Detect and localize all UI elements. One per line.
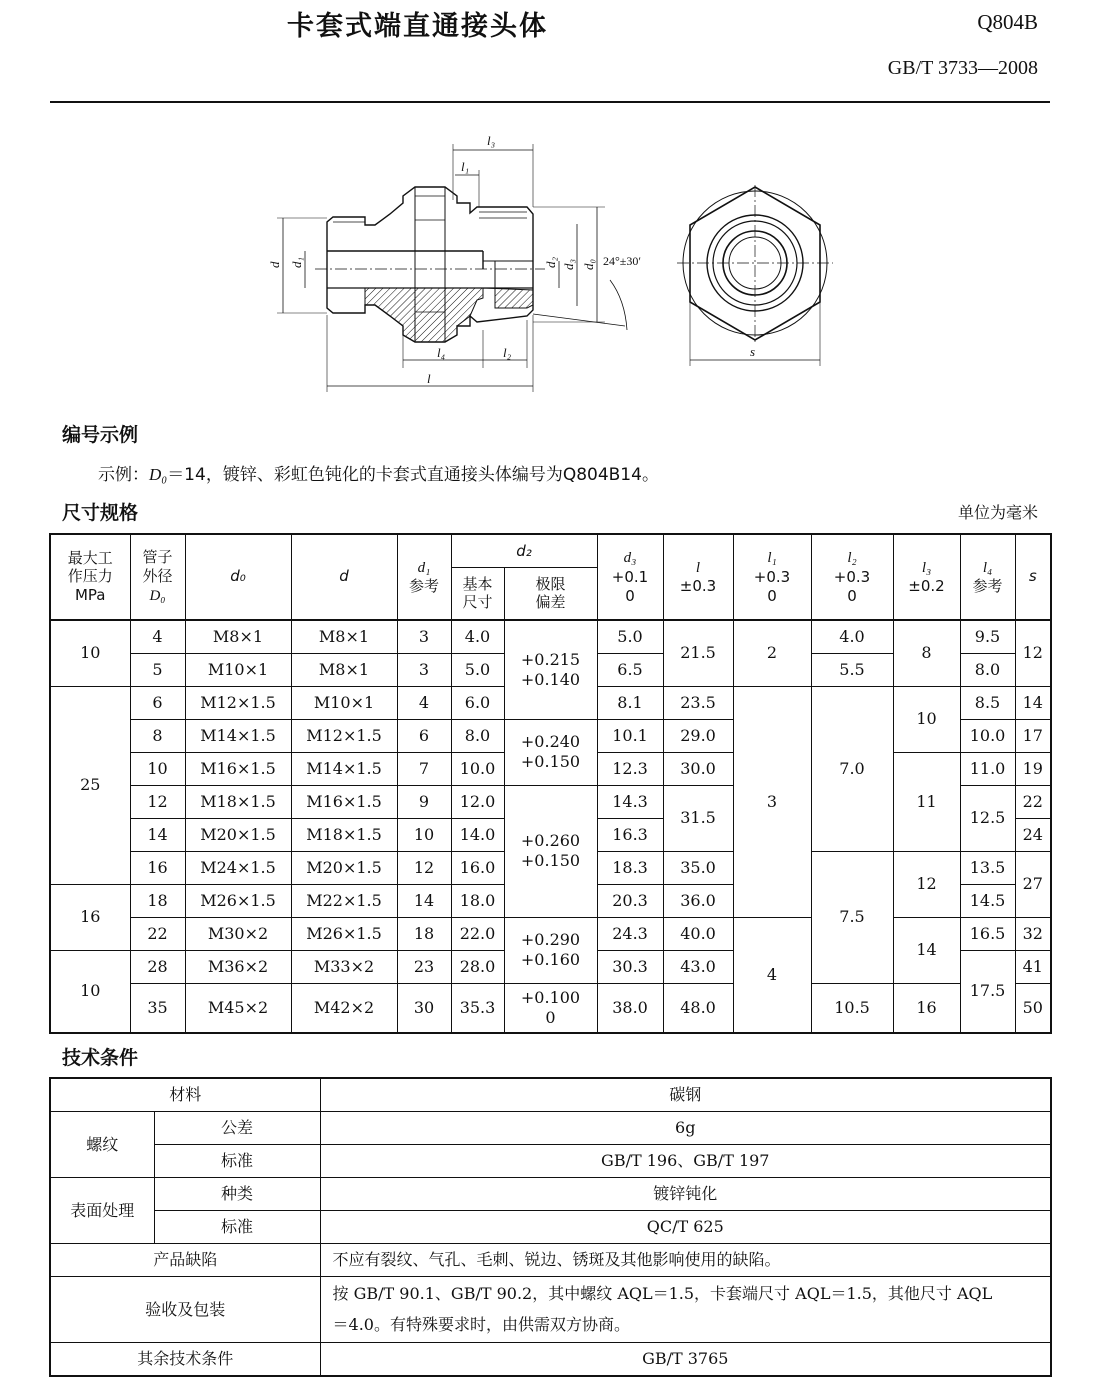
- cell-l3: 16: [893, 983, 960, 1033]
- label-d3: d₃: [561, 258, 576, 270]
- part-code: Q804B: [977, 10, 1038, 34]
- cell-d3: 16.3: [597, 818, 663, 851]
- label-l: l: [427, 371, 431, 386]
- surface-kind-label: 种类: [154, 1178, 320, 1211]
- cell-l4: 12.5: [960, 785, 1015, 851]
- cell-d3: 24.3: [597, 917, 663, 950]
- cell-pressure: 16: [50, 884, 130, 950]
- cell-d3: 6.5: [597, 653, 663, 686]
- cell-d: M14×1.5: [291, 752, 397, 785]
- cell-l4: 11.0: [960, 752, 1015, 785]
- cell-l2: 4.0: [811, 620, 893, 654]
- page-title: 卡套式端直通接头体: [287, 11, 548, 42]
- label-d0: d₀: [581, 258, 596, 270]
- cell-l4: 8.0: [960, 653, 1015, 686]
- cell-l: 21.5: [663, 620, 733, 687]
- cell-l4: 8.5: [960, 686, 1015, 719]
- label-l3: l₃: [487, 133, 496, 148]
- surface-label: 表面处理: [50, 1178, 154, 1244]
- standard-number: GB/T 3733—2008: [887, 57, 1038, 79]
- cell-l1: 2: [733, 620, 811, 687]
- cell-d3: 14.3: [597, 785, 663, 818]
- cell-tol: +0.240 +0.150: [504, 719, 597, 785]
- cell-l2: 7.0: [811, 686, 893, 851]
- table-row: [50, 1078, 1051, 1112]
- header-d3: d₃ +0.1 0: [597, 534, 663, 620]
- cell-d1: 12: [397, 851, 451, 884]
- header-pressure: 最大工 作压力 MPa: [50, 534, 130, 620]
- section-heading-example: 编号示例: [62, 424, 139, 446]
- header-d2-basic: 基本 尺寸: [451, 568, 504, 620]
- cell-d3: 30.3: [597, 950, 663, 983]
- header-d1: d₁ 参考: [397, 534, 451, 620]
- cell-tol: +0.100 0: [504, 983, 597, 1033]
- cell-d0: M8×1: [185, 620, 291, 654]
- material-label: 材料: [50, 1078, 320, 1112]
- cell-d1: 6: [397, 719, 451, 752]
- cell-s: 41: [1015, 950, 1051, 983]
- cell-d2: 16.0: [451, 851, 504, 884]
- cell-d1: 3: [397, 620, 451, 654]
- header-tube-od: 管子 外径 D₀: [130, 534, 185, 620]
- table-row: [50, 1211, 1051, 1244]
- cell-d: M10×1: [291, 686, 397, 719]
- label-angle: 24°±30′: [603, 254, 642, 268]
- cell-d3: 5.0: [597, 620, 663, 654]
- cell-D0: 10: [130, 752, 185, 785]
- header-d2-tol: 极限 偏差: [504, 568, 597, 620]
- cell-D0: 6: [130, 686, 185, 719]
- cell-d: M42×2: [291, 983, 397, 1033]
- cell-d2: 5.0: [451, 653, 504, 686]
- cell-d0: M12×1.5: [185, 686, 291, 719]
- cell-d2: 28.0: [451, 950, 504, 983]
- defects-label: 产品缺陷: [50, 1244, 320, 1277]
- cell-pressure: 10: [50, 620, 130, 687]
- cell-l3: 10: [893, 686, 960, 752]
- cell-D0: 18: [130, 884, 185, 917]
- table-row: [50, 1112, 1051, 1145]
- cell-l2: 5.5: [811, 653, 893, 686]
- cell-D0: 4: [130, 620, 185, 654]
- acceptance-label: 验收及包装: [50, 1277, 320, 1343]
- cell-l: 35.0: [663, 851, 733, 884]
- thread-std-label: 标准: [154, 1145, 320, 1178]
- header-d2: d₂: [451, 534, 597, 568]
- section-heading-dimensions: 尺寸规格: [62, 502, 139, 524]
- cell-d0: M24×1.5: [185, 851, 291, 884]
- cell-tol: +0.215 +0.140: [504, 620, 597, 720]
- cell-s: 32: [1015, 917, 1051, 950]
- cell-l: 31.5: [663, 785, 733, 851]
- cell-s: 14: [1015, 686, 1051, 719]
- unit-note: 单位为毫米: [957, 503, 1038, 522]
- label-l2: l₂: [503, 345, 512, 360]
- label-s: s: [750, 344, 756, 359]
- cell-D0: 12: [130, 785, 185, 818]
- cell-l1: 4: [733, 917, 811, 1033]
- cell-pressure: 10: [50, 950, 130, 1033]
- cell-d0: M14×1.5: [185, 719, 291, 752]
- label-l4: l₄: [437, 345, 446, 360]
- cell-l: 36.0: [663, 884, 733, 917]
- cell-d3: 38.0: [597, 983, 663, 1033]
- cell-l2: 7.5: [811, 851, 893, 983]
- example-text: [98, 460, 659, 485]
- cell-l3: 8: [893, 620, 960, 687]
- cell-d1: 3: [397, 653, 451, 686]
- cell-d2: 22.0: [451, 917, 504, 950]
- cell-d3: 18.3: [597, 851, 663, 884]
- header-l: l ±0.3: [663, 534, 733, 620]
- cell-d0: M45×2: [185, 983, 291, 1033]
- table-row: [50, 983, 1051, 1033]
- cell-d1: 10: [397, 818, 451, 851]
- cell-d3: 12.3: [597, 752, 663, 785]
- end-view: [677, 185, 833, 366]
- cell-l3: 12: [893, 851, 960, 917]
- cell-l: 30.0: [663, 752, 733, 785]
- material-value: 碳钢: [320, 1078, 1051, 1112]
- cell-d2: 35.3: [451, 983, 504, 1033]
- cell-l: 43.0: [663, 950, 733, 983]
- cell-D0: 16: [130, 851, 185, 884]
- cell-s: 24: [1015, 818, 1051, 851]
- cell-l: 29.0: [663, 719, 733, 752]
- cell-d: M22×1.5: [291, 884, 397, 917]
- cell-d: M26×1.5: [291, 917, 397, 950]
- cell-d1: 14: [397, 884, 451, 917]
- section-heading-tech: 技术条件: [62, 1047, 139, 1069]
- cell-d0: M16×1.5: [185, 752, 291, 785]
- cell-D0: 22: [130, 917, 185, 950]
- example-prefix: 示例：: [98, 465, 149, 485]
- cell-l4: 9.5: [960, 620, 1015, 654]
- surface-std-label: 标准: [154, 1211, 320, 1244]
- table-row: [50, 917, 1051, 950]
- defects-value: 不应有裂纹、气孔、毛刺、锐边、锈斑及其他影响使用的缺陷。: [320, 1244, 1051, 1277]
- cell-l1: 3: [733, 686, 811, 917]
- header-l2: l₂ +0.3 0: [811, 534, 893, 620]
- cell-d: M8×1: [291, 653, 397, 686]
- other-label: 其余技术条件: [50, 1343, 320, 1377]
- cell-d: M8×1: [291, 620, 397, 654]
- cell-d1: 7: [397, 752, 451, 785]
- header-s: s: [1015, 534, 1051, 620]
- cell-d1: 18: [397, 917, 451, 950]
- surface-kind-value: 镀锌钝化: [320, 1178, 1051, 1211]
- label-l1: l₁: [461, 159, 470, 174]
- cell-d: M12×1.5: [291, 719, 397, 752]
- thread-tol-value: 6g: [320, 1112, 1051, 1145]
- cell-s: 19: [1015, 752, 1051, 785]
- cell-s: 17: [1015, 719, 1051, 752]
- cell-l4: 14.5: [960, 884, 1015, 917]
- cell-l: 48.0: [663, 983, 733, 1033]
- cell-d: M16×1.5: [291, 785, 397, 818]
- cell-d: M20×1.5: [291, 851, 397, 884]
- cell-d2: 12.0: [451, 785, 504, 818]
- cell-D0: 28: [130, 950, 185, 983]
- example-body: ＝14，镀锌、彩虹色钝化的卡套式直通接头体编号为Q804B14。: [167, 465, 659, 485]
- cell-l4: 17.5: [960, 950, 1015, 1033]
- cell-l: 40.0: [663, 917, 733, 950]
- cell-d2: 8.0: [451, 719, 504, 752]
- other-value: GB/T 3765: [320, 1343, 1051, 1377]
- cell-d0: M26×1.5: [185, 884, 291, 917]
- label-d: d: [267, 261, 282, 268]
- cell-s: 27: [1015, 851, 1051, 917]
- thread-label: 螺纹: [50, 1112, 154, 1178]
- cell-d0: M36×2: [185, 950, 291, 983]
- cell-tol: +0.290 +0.160: [504, 917, 597, 983]
- technical-drawing: [265, 130, 845, 400]
- cell-d0: M10×1: [185, 653, 291, 686]
- table-row: [50, 1343, 1051, 1377]
- cell-d0: M18×1.5: [185, 785, 291, 818]
- cell-s: 50: [1015, 983, 1051, 1033]
- cell-d0: M20×1.5: [185, 818, 291, 851]
- cell-s: 22: [1015, 785, 1051, 818]
- label-d1: d₁: [289, 256, 304, 268]
- tech-conditions-table: [49, 1077, 1052, 1377]
- table-row: [50, 1178, 1051, 1211]
- cell-d1: 4: [397, 686, 451, 719]
- cell-d3: 20.3: [597, 884, 663, 917]
- header-d0: d₀: [185, 534, 291, 620]
- cell-l4: 10.0: [960, 719, 1015, 752]
- header-d: d: [291, 534, 397, 620]
- cell-d0: M30×2: [185, 917, 291, 950]
- thread-tol-label: 公差: [154, 1112, 320, 1145]
- cell-d: M33×2: [291, 950, 397, 983]
- thread-std-value: GB/T 196、GB/T 197: [320, 1145, 1051, 1178]
- cell-l3: 14: [893, 917, 960, 983]
- cell-d2: 14.0: [451, 818, 504, 851]
- cell-D0: 14: [130, 818, 185, 851]
- cell-d3: 8.1: [597, 686, 663, 719]
- cell-l3: 11: [893, 752, 960, 851]
- cell-D0: 5: [130, 653, 185, 686]
- cell-d1: 30: [397, 983, 451, 1033]
- cell-d2: 4.0: [451, 620, 504, 654]
- cell-d3: 10.1: [597, 719, 663, 752]
- cell-l: 23.5: [663, 686, 733, 719]
- cell-d2: 6.0: [451, 686, 504, 719]
- cell-d2: 18.0: [451, 884, 504, 917]
- example-variable: D₀: [149, 465, 168, 484]
- table-row: [50, 1244, 1051, 1277]
- cell-d1: 23: [397, 950, 451, 983]
- table-row: [50, 620, 1051, 654]
- table-row: [50, 1145, 1051, 1178]
- cell-s: 12: [1015, 620, 1051, 687]
- dimension-table: [49, 533, 1052, 1034]
- surface-std-value: QC/T 625: [320, 1211, 1051, 1244]
- cell-d1: 9: [397, 785, 451, 818]
- acceptance-value: 按 GB/T 90.1、GB/T 90.2，其中螺纹 AQL＝1.5，卡套端尺寸 AQL＝1.5，其他尺寸 AQL ＝4.0。有特殊要求时，由供需双方协商。: [320, 1277, 1051, 1343]
- cell-pressure: 25: [50, 686, 130, 884]
- cell-l2: 10.5: [811, 983, 893, 1033]
- cell-d: M18×1.5: [291, 818, 397, 851]
- cell-D0: 35: [130, 983, 185, 1033]
- cell-D0: 8: [130, 719, 185, 752]
- table-row: [50, 1277, 1051, 1343]
- header-l4: l₄ 参考: [960, 534, 1015, 620]
- header-l1: l₁ +0.3 0: [733, 534, 811, 620]
- header-l3: l₃ ±0.2: [893, 534, 960, 620]
- cell-tol: +0.260 +0.150: [504, 785, 597, 917]
- cell-d2: 10.0: [451, 752, 504, 785]
- header-rule: [50, 101, 1050, 103]
- cell-l4: 16.5: [960, 917, 1015, 950]
- label-d2: d₂: [543, 256, 558, 268]
- cell-l4: 13.5: [960, 851, 1015, 884]
